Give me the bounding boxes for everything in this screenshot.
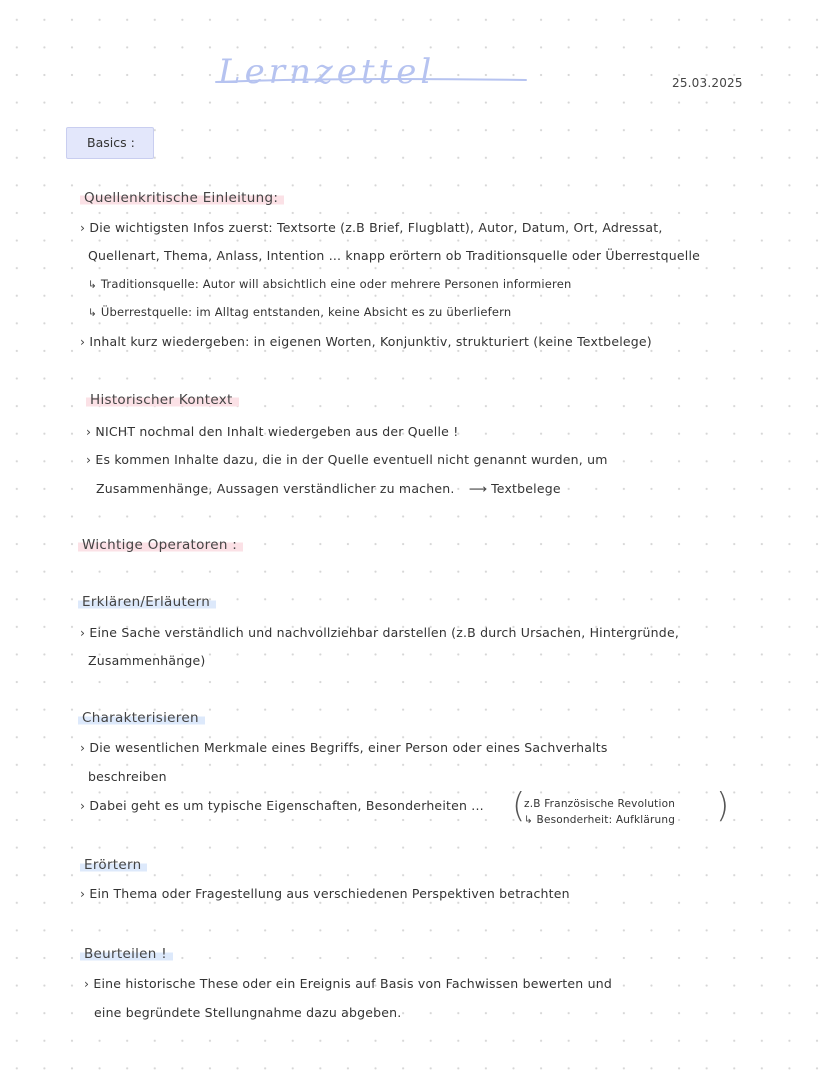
bullet-arrow-icon: › bbox=[86, 424, 92, 439]
text-line: Die wesentlichen Merkmale eines Begriffs, einer Person oder eines Sachverhalts bbox=[89, 740, 608, 755]
quellenkritik-line-5 bbox=[80, 334, 652, 349]
kontext-line-2 bbox=[86, 452, 608, 467]
charakterisieren-line-3 bbox=[80, 798, 484, 813]
sub-arrow-icon: ↳ bbox=[88, 279, 97, 291]
bullet-arrow-icon: › bbox=[80, 740, 86, 755]
kontext-line-1 bbox=[86, 424, 458, 439]
heading-text: Quellenkritische Einleitung: bbox=[80, 190, 284, 206]
bullet-arrow-icon: › bbox=[80, 886, 86, 901]
text-line: Quellenart, Thema, Anlass, Intention ... knapp erörtern ob Traditionsquelle oder Überrestquelle bbox=[88, 248, 701, 263]
sub-arrow-icon: ↳ bbox=[88, 307, 97, 319]
text-line: beschreiben bbox=[88, 769, 167, 784]
beurteilen-line-2 bbox=[94, 1005, 401, 1020]
section-heading-eroertern bbox=[80, 857, 147, 873]
text-line: Die wichtigsten Infos zuerst: Textsorte (z.B Brief, Flugblatt), Autor, Datum, Ort, Adressat, bbox=[89, 220, 663, 235]
section-heading-erklaeren bbox=[78, 594, 216, 610]
quellenkritik-line-3 bbox=[88, 277, 571, 291]
close-paren-icon: ) bbox=[716, 786, 730, 826]
heading-text: Erörtern bbox=[80, 857, 147, 873]
charakterisieren-aside-2 bbox=[524, 814, 675, 826]
title-underline bbox=[214, 76, 534, 90]
sub-arrow-icon: ↳ bbox=[524, 814, 533, 826]
text-line: NICHT nochmal den Inhalt wiedergeben aus der Quelle ! bbox=[95, 424, 459, 439]
erklaeren-line-2 bbox=[88, 653, 205, 668]
bullet-arrow-icon: › bbox=[80, 625, 86, 640]
page-title: Lernzettel bbox=[218, 52, 436, 92]
section-heading-beurteilen bbox=[80, 946, 173, 962]
charakterisieren-line-1 bbox=[80, 740, 608, 755]
text-line: Inhalt kurz wiedergeben: in eigenen Worten, Konjunktiv, strukturiert (keine Textbelege) bbox=[89, 334, 652, 349]
basics-label-box bbox=[66, 127, 154, 159]
heading-text: Wichtige Operatoren : bbox=[78, 537, 243, 553]
bullet-arrow-icon: › bbox=[80, 220, 86, 235]
bullet-arrow-icon: › bbox=[80, 798, 86, 813]
beurteilen-line-1 bbox=[84, 976, 612, 991]
date: 25.03.2025 bbox=[672, 76, 743, 90]
text-line: Überrestquelle: im Alltag entstanden, keine Absicht es zu überliefern bbox=[100, 305, 512, 319]
section-heading-charakterisieren bbox=[78, 710, 205, 726]
heading-text: Historischer Kontext bbox=[86, 392, 239, 408]
text-line: Eine historische These oder ein Ereignis auf Basis von Fachwissen bewerten und bbox=[93, 976, 612, 991]
section-heading-operatoren bbox=[78, 537, 243, 553]
quellenkritik-line-2 bbox=[88, 248, 700, 263]
text-line: Zusammenhänge) bbox=[88, 653, 206, 668]
text-line: Zusammenhänge, Aussagen verständlicher zu machen. bbox=[96, 481, 455, 496]
heading-text: Erklären/Erläutern bbox=[78, 594, 216, 610]
long-arrow-icon: ⟶ bbox=[468, 481, 487, 496]
text-line: Eine Sache verständlich und nachvollziehbar darstellen (z.B durch Ursachen, Hintergründe, bbox=[89, 625, 680, 640]
text-line: Besonderheit: Aufklärung bbox=[536, 814, 676, 826]
charakterisieren-aside-1: z.B Französische Revolution bbox=[524, 798, 676, 810]
section-heading-quellenkritik bbox=[80, 190, 284, 206]
text-line: Traditionsquelle: Autor will absichtlich eine oder mehrere Personen informieren bbox=[100, 277, 572, 291]
bullet-arrow-icon: › bbox=[80, 334, 86, 349]
bullet-arrow-icon: › bbox=[86, 452, 92, 467]
quellenkritik-line-4 bbox=[88, 305, 511, 319]
heading-text: Beurteilen ! bbox=[80, 946, 173, 962]
text-line: eine begründete Stellungnahme dazu abgeben. bbox=[94, 1005, 402, 1020]
kontext-line-3 bbox=[96, 481, 561, 496]
charakterisieren-line-2 bbox=[88, 769, 167, 784]
text-line: Ein Thema oder Fragestellung aus verschiedenen Perspektiven betrachten bbox=[89, 886, 570, 901]
eroertern-line-1 bbox=[80, 886, 570, 901]
quellenkritik-line-1 bbox=[80, 220, 663, 235]
text-line: Textbelege bbox=[491, 481, 561, 496]
open-paren-icon: ( bbox=[512, 786, 526, 826]
text-line: Dabei geht es um typische Eigenschaften, Besonderheiten ... bbox=[89, 798, 484, 813]
bullet-arrow-icon: › bbox=[84, 976, 90, 991]
heading-text: Charakterisieren bbox=[78, 710, 205, 726]
text-line: Es kommen Inhalte dazu, die in der Quelle eventuell nicht genannt wurden, um bbox=[95, 452, 608, 467]
basics-label: Basics : bbox=[87, 135, 135, 150]
erklaeren-line-1 bbox=[80, 625, 679, 640]
section-heading-kontext bbox=[86, 392, 239, 408]
